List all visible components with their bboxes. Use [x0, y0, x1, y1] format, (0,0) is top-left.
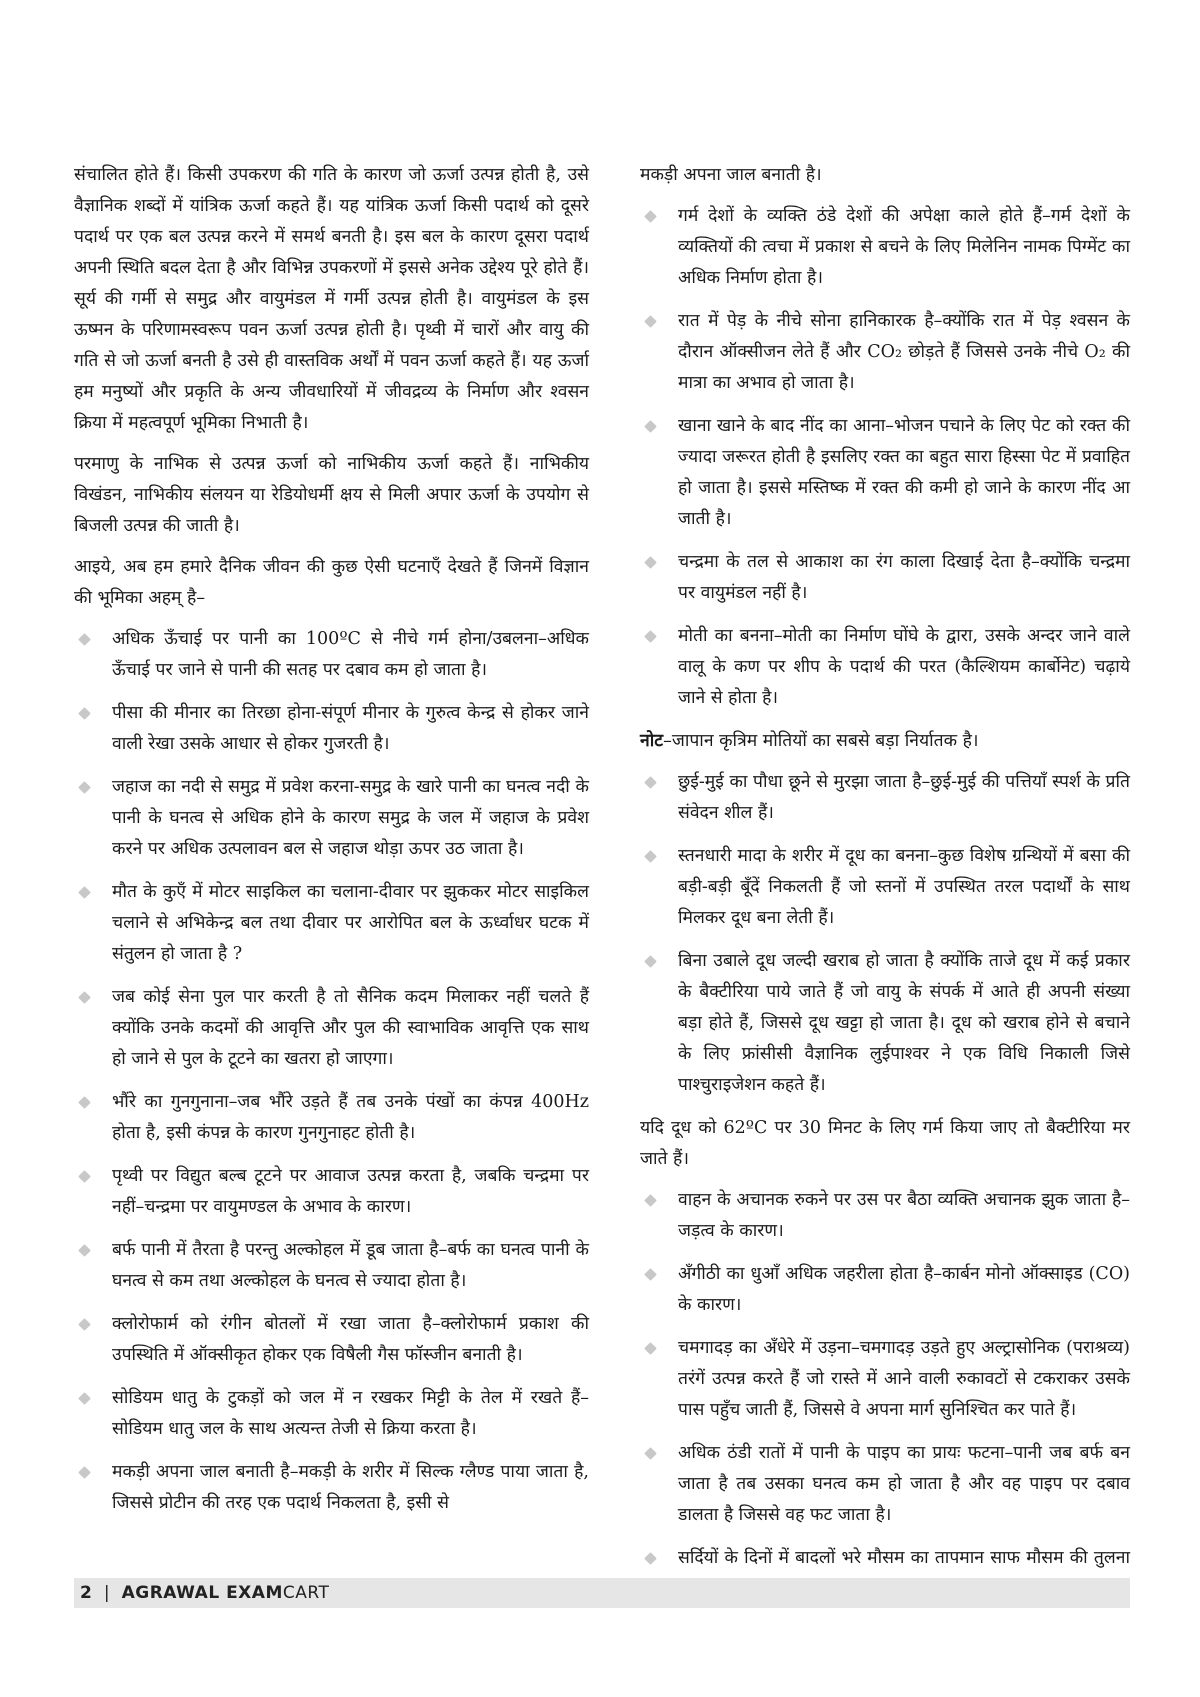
bullet-icon [644, 315, 657, 328]
bullet-icon [644, 1194, 657, 1207]
list-item-text: सोडियम धातु के टुकड़ों को जल में न रखकर मिट्टी के तेल में रखते हैं–सोडियम धातु जल के साथ अत्यन्त तेजी से क्रिया करता है। [112, 1388, 589, 1439]
list-item-text: अधिक ऊँचाई पर पानी का 100ºC से नीचे गर्म होना/उबलना–अधिक ऊँचाई पर जाने से पानी की सतह पर दबाव कम हो जाता है। [112, 629, 589, 680]
list-item [74, 624, 589, 686]
list-item [74, 1161, 589, 1223]
bullet-icon [644, 210, 657, 223]
bullet-icon [78, 633, 91, 646]
list-item-text: मोती का बनना–मोती का निर्माण घोंघे के द्वारा, उसके अन्दर जाने वाले वालू के कण पर शीप के पदार्थ की परत (कैल्शियम कार्बोनेट) चढ़ाये जाने से होता है। [678, 626, 1130, 708]
page-number: 2 [80, 1583, 92, 1603]
bullet-icon [78, 781, 91, 794]
bullet-icon [78, 1318, 91, 1331]
list-item-text: सर्दियों के दिनों में बादलों भरे मौसम का तापमान साफ मौसम की तुलना [678, 1548, 1130, 1568]
left-bullet-list [74, 624, 589, 1519]
brand-suffix: CART [282, 1583, 330, 1603]
bullet-icon [644, 776, 657, 789]
list-item [640, 1438, 1130, 1531]
nuclear-energy-paragraph: परमाणु के नाभिक से उत्पन्न ऊर्जा को नाभिकीय ऊर्जा कहते हैं। नाभिकीय विखंडन, नाभिकीय संलयन या रेडियोधर्मी क्षय से मिली अपार ऊर्जा के उपयोग से बिजली उत्पन्न की जाती है। [74, 454, 589, 536]
list-item [74, 1235, 589, 1297]
bullet-icon [78, 707, 91, 720]
right-bullet-list-3 [640, 1185, 1130, 1605]
list-item-text: अँगीठी का धुआँ अधिक जहरीला होता है–कार्बन मोनो ऑक्साइड (CO) के कारण। [678, 1264, 1130, 1315]
left-column [74, 160, 589, 1531]
continuation-text: मकड़ी अपना जाल बनाती है। [640, 165, 822, 185]
list-item-text: बर्फ पानी में तैरता है परन्तु अल्कोहल में डूब जाता है–बर्फ का घनत्व पानी के घनत्व से कम तथा अल्कोहल के घनत्व से ज्यादा होता है। [112, 1240, 589, 1291]
bullet-icon [78, 1392, 91, 1405]
list-item-text: अधिक ठंडी रातों में पानी के पाइप का प्रायः फटना–पानी जब बर्फ बन जाता है तब उसका घनत्व कम हो जाता है और वह पाइप पर दबाव डालता है जिससे वह फट जाता है। [678, 1443, 1130, 1525]
bullet-icon [644, 630, 657, 643]
list-item [74, 1383, 589, 1445]
bullet-icon [644, 955, 657, 968]
right-bullet-list-2 [640, 767, 1130, 1101]
list-item [640, 621, 1130, 714]
list-item-text: चमगादड़ का अँधेरे में उड़ना–चमगादड़ उड़ते हुए अल्ट्रासोनिक (पराश्रव्य) तरंगें उत्पन्न करते हैं जो रास्ते में आने वाली रुकावटों से टकराकर उसके पास पहुँच जाती हैं, जिससे वे अपना मार्ग सुनिश्चित कर पाते हैं। [678, 1338, 1130, 1420]
list-item-text: चन्द्रमा के तल से आकाश का रंग काला दिखाई देता है–क्योंकि चन्द्रमा पर वायुमंडल नहीं है। [678, 552, 1130, 603]
bullet-icon [78, 1096, 91, 1109]
list-item-text: वाहन के अचानक रुकने पर उस पर बैठा व्यक्ति अचानक झुक जाता है–जड़त्व के कारण। [678, 1190, 1130, 1241]
list-item [74, 698, 589, 760]
bullet-icon [644, 1342, 657, 1355]
bullet-icon [78, 1466, 91, 1479]
list-item [74, 1457, 589, 1519]
list-item [640, 547, 1130, 609]
pasteurization-paragraph: यदि दूध को 62ºC पर 30 मिनट के लिए गर्म किया जाए तो बैक्टीरिया मर जाते हैं। [640, 1118, 1130, 1169]
list-item [640, 1259, 1130, 1321]
list-item-text: भौंरे का गुनगुनाना–जब भौंरे उड़ते हैं तब उनके पंखों का कंपन्न 400Hz होता है, इसी कंपन्न के कारण गुनगुनाहट होती है। [112, 1092, 589, 1143]
list-item-text: क्लोरोफार्म को रंगीन बोतलों में रखा जाता है–क्लोरोफार्म प्रकाश की उपस्थिति में ऑक्सीकृत होकर एक विषैली गैस फॉस्जीन बनाती है। [112, 1314, 589, 1365]
list-item [640, 946, 1130, 1101]
list-item-text: बिना उबाले दूध जल्दी खराब हो जाता है क्योंकि ताजे दूध में कई प्रकार के बैक्टीरिया पाये जाते हैं जो वायु के संपर्क में आते ही अपनी संख्या बड़ा होते हैं, जिससे दूध खट्टा हो जाता है। दूध को खराब होने से बचाने के लिए फ्रांसीसी वैज्ञानिक लुईपाश्वर ने एक विधि निकाली जिसे पाश्चुराइजेशन कहते हैं। [678, 951, 1130, 1095]
list-item [74, 982, 589, 1075]
list-item [640, 841, 1130, 934]
bullet-icon [78, 1244, 91, 1257]
note-label: नोट [640, 731, 664, 751]
list-item-text: छुई-मुई का पौधा छूने से मुरझा जाता है–छुई-मुई की पत्तियाँ स्पर्श के प्रति संवेदन शील हैं। [678, 772, 1130, 823]
list-item-text: गर्म देशों के व्यक्ति ठंडे देशों की अपेक्षा काले होते हैं–गर्म देशों के व्यक्तियों की त्वचा में प्रकाश से बचने के लिए मिलेनिन नामक पिग्मेंट का अधिक निर्माण होता है। [678, 206, 1130, 288]
list-item [74, 1309, 589, 1371]
list-item [74, 877, 589, 970]
list-item [74, 1087, 589, 1149]
bullet-icon [78, 991, 91, 1004]
list-item [640, 1185, 1130, 1247]
list-item-text: खाना खाने के बाद नींद का आना–भोजन पचाने के लिए पेट को रक्त की ज्यादा जरूरत होती है इसलिए रक्त का बहुत सारा हिस्सा पेट में प्रवाहित हो जाता है। इससे मस्तिष्क में रक्त की कमी हो जाने के कारण नींद आ जाती है। [678, 416, 1130, 529]
footer-separator: | [103, 1583, 110, 1603]
list-item [640, 306, 1130, 399]
list-item [640, 1333, 1130, 1426]
bullet-icon [644, 420, 657, 433]
note-text: –जापान कृत्रिम मोतियों का सबसे बड़ा निर्यातक है। [663, 731, 979, 751]
list-item-text: जब कोई सेना पुल पार करती है तो सैनिक कदम मिलाकर नहीं चलते हैं क्योंकि उनके कदमों की आवृत्ति और पुल की स्वाभाविक आवृत्ति एक साथ हो जाने से पुल के टूटने का खतरा हो जाएगा। [112, 987, 589, 1069]
list-item [74, 772, 589, 865]
list-item-text: रात में पेड़ के नीचे सोना हानिकारक है–क्योंकि रात में पेड़ श्वसन के दौरान ऑक्सीजन लेते हैं और CO₂ छोड़ते हैं जिससे उनके नीचे O₂ की मात्रा का अभाव हो जाता है। [678, 311, 1130, 393]
list-item [640, 767, 1130, 829]
list-item-text: पीसा की मीनार का तिरछा होना-संपूर्ण मीनार के गुरुत्व केन्द्र से होकर जाने वाली रेखा उसके आधार से होकर गुजरती है। [112, 703, 589, 754]
list-item-text: मकड़ी अपना जाल बनाती है–मकड़ी के शरीर में सिल्क ग्लैण्ड पाया जाता है, जिससे प्रोटीन की तरह एक पदार्थ निकलता है, इसी से [112, 1462, 589, 1513]
note-paragraph [640, 726, 1130, 757]
list-item-text: जहाज का नदी से समुद्र में प्रवेश करना-समुद्र के खारे पानी का घनत्व नदी के पानी के घनत्व से अधिक होने के कारण समुद्र के जल में जहाज के प्रवेश करने पर अधिक उत्पलावन बल से जहाज थोड़ा ऊपर उठ जाता है। [112, 777, 589, 859]
right-bullet-list-1 [640, 201, 1130, 714]
intro-paragraph: संचालित होते हैं। किसी उपकरण की गति के कारण जो ऊर्जा उत्पन्न होती है, उसे वैज्ञानिक शब्दों में यांत्रिक ऊर्जा कहते हैं। यह यांत्रिक ऊर्जा किसी पदार्थ को दूसरे पदार्थ पर एक बल उत्पन्न करने में समर्थ बनती है। इस बल के कारण दूसरा पदार्थ अपनी स्थिति बदल देता है और विभिन्न उपकरणों में इससे अनेक उद्देश्य पूरे होते हैं। सूर्य की गर्मी से समुद्र और वायुमंडल में गर्मी उत्पन्न होती है। वायुमंडल के इस ऊष्मन के परिणामस्वरूप पवन ऊर्जा उत्पन्न होती है। पृथ्वी में चारों और वायु की गति से जो ऊर्जा बनती है उसे ही वास्तविक अर्थों में पवन ऊर्जा कहते हैं। यह ऊर्जा हम मनुष्यों और प्रकृति के अन्य जीवधारियों में जीवद्रव्य के निर्माण और श्वसन क्रिया में महत्वपूर्ण भूमिका निभाती है। [74, 165, 589, 433]
bullet-icon [644, 556, 657, 569]
daily-life-intro: आइये, अब हम हमारे दैनिक जीवन की कुछ ऐसी घटनाएँ देखते हैं जिनमें विज्ञान की भूमिका अहम् है– [74, 557, 589, 608]
list-item [640, 411, 1130, 535]
bullet-icon [644, 1268, 657, 1281]
list-item [640, 201, 1130, 294]
list-item-text: पृथ्वी पर विद्युत बल्ब टूटने पर आवाज उत्पन्न करता है, जबकि चन्द्रमा पर नहीं–चन्द्रमा पर वायुमण्डल के अभाव के कारण। [112, 1166, 589, 1217]
brand-name: AGRAWAL EXAM [121, 1583, 283, 1603]
bullet-icon [78, 886, 91, 899]
bullet-icon [78, 1170, 91, 1183]
right-column [640, 160, 1130, 1617]
bullet-icon [644, 1552, 657, 1565]
list-item-text: मौत के कुएँ में मोटर साइकिल का चलाना-दीवार पर झुककर मोटर साइकिल चलाने से अभिकेन्द्र बल तथा दीवार पर आरोपित बल के ऊर्ध्वाधर घटक में संतुलन हो जाता है ? [112, 882, 589, 964]
list-item-text: स्तनधारी मादा के शरीर में दूध का बनना–कुछ विशेष ग्रन्थियों में बसा की बड़ी-बड़ी बूँदें निकलती हैं जो स्तनों में उपस्थित तरल पदार्थों के साथ मिलकर दूध बना लेती हैं। [678, 846, 1130, 928]
bullet-icon [644, 1447, 657, 1460]
page-footer [74, 1578, 1130, 1608]
bullet-icon [644, 850, 657, 863]
